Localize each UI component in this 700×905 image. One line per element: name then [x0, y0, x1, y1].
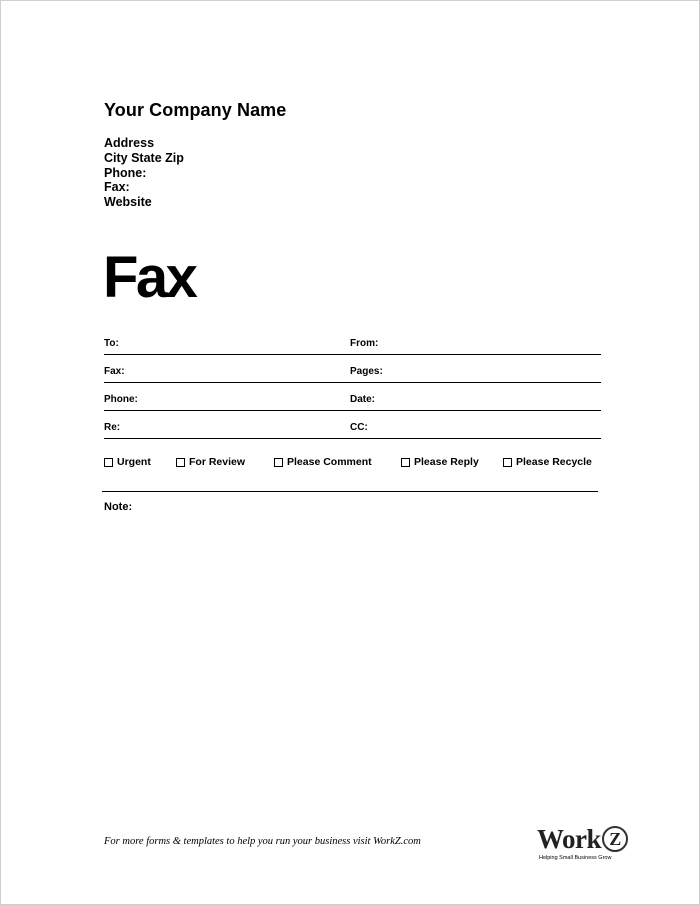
checkbox-please-recycle[interactable] — [503, 456, 592, 468]
company-fax: Fax: — [104, 180, 130, 195]
company-address: Address — [104, 136, 155, 150]
logo-tagline: Helping Small Business Grow — [539, 855, 612, 861]
logo-z-circle: Z — [602, 826, 628, 852]
checkbox-label-please-reply: Please Reply — [414, 456, 479, 468]
field-row-to-from[interactable] — [104, 336, 601, 355]
checkbox-icon[interactable] — [274, 458, 283, 467]
checkbox-label-for-review: For Review — [189, 456, 246, 468]
field-label-re: Re: — [104, 422, 121, 433]
field-row-fax-pages[interactable] — [104, 364, 601, 383]
logo-wordmark — [537, 824, 628, 854]
field-label-from: From: — [350, 338, 379, 349]
field-label-phone: Phone: — [104, 394, 138, 405]
checkbox-icon[interactable] — [401, 458, 410, 467]
checkbox-urgent[interactable] — [104, 456, 151, 468]
checkbox-please-comment[interactable] — [274, 456, 372, 468]
checkbox-label-please-recycle: Please Recycle — [516, 456, 592, 468]
note-label: Note: — [104, 501, 133, 513]
logo-text: Work — [537, 824, 602, 854]
field-label-fax: Fax: — [104, 366, 125, 377]
fax-title: Fax — [103, 245, 196, 310]
checkbox-row — [104, 456, 604, 472]
company-city-state-zip: City State Zip — [104, 150, 184, 165]
checkbox-label-please-comment: Please Comment — [287, 456, 372, 468]
workz-logo — [537, 824, 621, 868]
field-row-phone-date[interactable] — [104, 392, 601, 411]
field-label-cc: CC: — [350, 422, 368, 433]
checkbox-for-review[interactable] — [176, 456, 245, 468]
company-name: Your Company Name — [104, 100, 287, 120]
checkbox-icon[interactable] — [104, 458, 113, 467]
footer-text: For more forms & templates to help you run your business visit WorkZ.com — [104, 836, 421, 847]
field-label-date: Date: — [350, 394, 376, 405]
field-row-re-cc[interactable] — [104, 420, 601, 439]
field-label-to: To: — [104, 338, 119, 349]
checkbox-label-urgent: Urgent — [117, 456, 151, 468]
checkbox-icon[interactable] — [176, 458, 185, 467]
company-website: Website — [104, 195, 152, 210]
field-label-pages: Pages: — [350, 366, 383, 377]
company-info — [104, 136, 184, 210]
checkbox-icon[interactable] — [503, 458, 512, 467]
note-divider — [102, 491, 598, 492]
company-phone: Phone: — [104, 165, 147, 180]
checkbox-please-reply[interactable] — [401, 456, 479, 468]
